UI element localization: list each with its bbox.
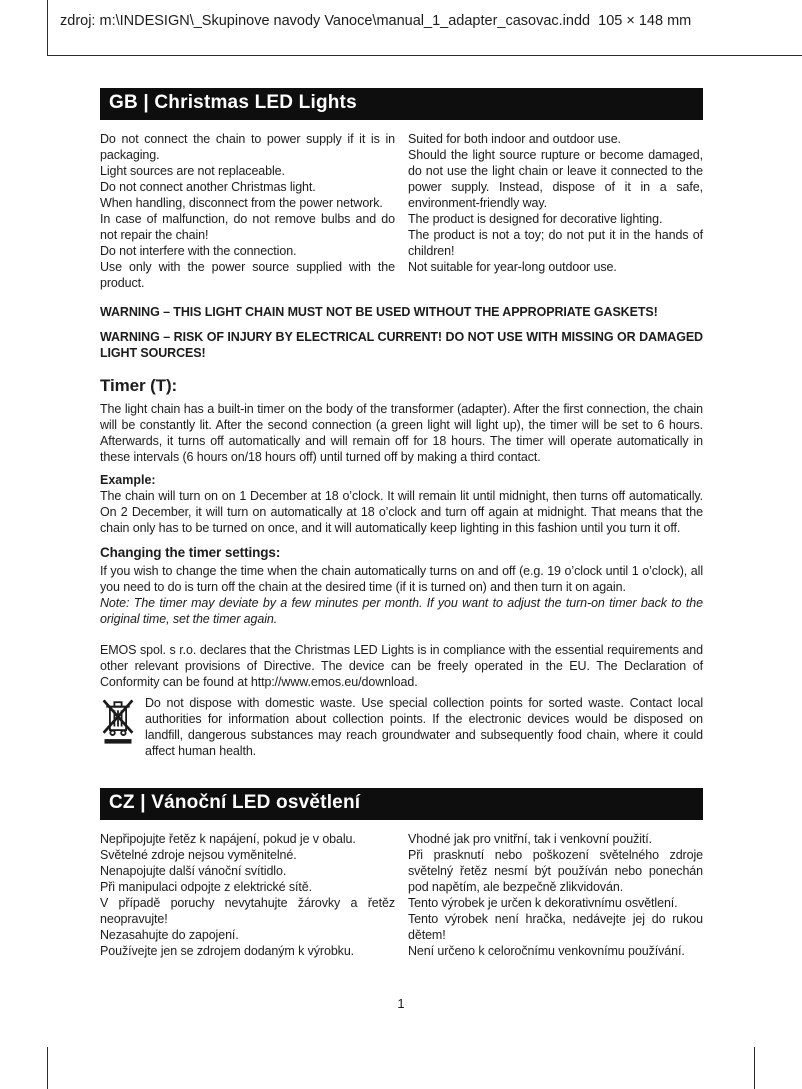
header-rule <box>47 55 802 56</box>
gb-safety-item: Not suitable for year-long outdoor use. <box>408 260 617 274</box>
cz-safety-right-column <box>408 831 703 959</box>
gb-safety-item: When handling, disconnect from the power network. <box>100 196 383 210</box>
crop-mark-bottom-left <box>47 1047 48 1089</box>
gb-safety-item: Do not connect another Christmas light. <box>100 180 316 194</box>
crop-mark-top-left <box>47 0 48 55</box>
source-path-label: zdroj: m:\INDESIGN\_Skupinove navody Vanoce\manual_1_adapter_casovac.indd 105 × 148 mm <box>60 13 692 29</box>
cz-section-title: CZ | Vánoční LED osvětlení <box>109 792 361 813</box>
cz-safety-item: Světelné zdroje nejsou vyměnitelné. <box>100 848 297 862</box>
gb-safety-columns <box>100 131 703 291</box>
weee-disposal-paragraph: Do not dispose with domestic waste. Use special collection points for sorted waste. Contact local authorities for information about collection points. If the electronic devices would be disposed on landfill, dangerous substances may reach groundwater and subsequently food chain, where it could affect human health. <box>145 696 703 758</box>
cz-safety-item: Nezasahujte do zapojení. <box>100 928 239 942</box>
gb-section-title: GB | Christmas LED Lights <box>109 92 357 113</box>
gb-safety-item: Suited for both indoor and outdoor use. <box>408 132 621 146</box>
cz-safety-item: Není určeno k celoročnímu venkovnímu používání. <box>408 944 685 958</box>
gb-safety-item: The product is designed for decorative lighting. <box>408 212 663 226</box>
cz-safety-item: Při manipulaci odpojte z elektrické sítě. <box>100 880 312 894</box>
cz-safety-item: Nepřipojujte řetěz k napájení, pokud je v obalu. <box>100 832 356 846</box>
gb-section-banner <box>100 88 703 120</box>
timer-note: Note: The timer may deviate by a few minutes per month. If you want to adjust the turn-on timer back to the original time, set the timer again. <box>100 596 703 626</box>
cz-safety-left-column <box>100 831 395 959</box>
example-label: Example: <box>100 473 156 487</box>
declaration-of-conformity-paragraph: EMOS spol. s r.o. declares that the Christmas LED Lights is in compliance with the essential requirements and other relevant provisions of Directive. The device can be freely operated in the EU. The Declaration of Conformity can be found at http://www.emos.eu/download. <box>100 643 703 689</box>
changing-timer-settings-paragraph: If you wish to change the time when the chain automatically turns on and off (e.g. 19 o’clock until 1 o’clock), all you need to do is turn off the chain at the desired time (if it is turned on) and then turn it on again. <box>100 564 703 594</box>
changing-timer-settings-heading: Changing the timer settings: <box>100 545 281 560</box>
gb-safety-item: Light sources are not replaceable. <box>100 164 285 178</box>
cz-safety-columns <box>100 831 703 959</box>
gb-safety-item: Do not interfere with the connection. <box>100 244 297 258</box>
gb-safety-item: In case of malfunction, do not remove bulbs and do not repair the chain! <box>100 212 395 242</box>
warning-electrical-current: WARNING – RISK OF INJURY BY ELECTRICAL CURRENT! DO NOT USE WITH MISSING OR DAMAGED LIGHT SOURCES! <box>100 330 703 360</box>
gb-safety-left-column <box>100 131 395 291</box>
crop-mark-bottom-right <box>754 1047 755 1089</box>
gb-safety-item: Do not connect the chain to power supply if it is in packaging. <box>100 132 395 162</box>
manual-page-content <box>100 88 703 959</box>
timer-paragraph: The light chain has a built-in timer on the body of the transformer (adapter). After the first connection, the chain will be constantly lit. After the second connection (a green light will light up), the timer will be set to 6 hours. Afterwards, it turns off automatically and will remain off for 18 hours. The timer will operate automatically in these intervals (6 hours on/18 hours off) until turned off by making a third contact. <box>100 402 703 464</box>
timer-heading: Timer (T): <box>100 376 178 395</box>
cz-safety-item: Při prasknutí nebo poškození světelného zdroje světelný řetěz nesmí být používán nebo ponechán pod napětím, ale bezpečně zlikvidován. <box>408 848 703 894</box>
weee-crossed-bin-icon <box>100 698 136 750</box>
gb-safety-item: Should the light source rupture or become damaged, do not use the light chain or leave it connected to the power supply. Instead, dispose of it in a safe, environment-friendly way. <box>408 148 703 210</box>
warning-gaskets: WARNING – THIS LIGHT CHAIN MUST NOT BE USED WITHOUT THE APPROPRIATE GASKETS! <box>100 305 658 319</box>
cz-safety-item: Vhodné jak pro vnitřní, tak i venkovní použití. <box>408 832 653 846</box>
gb-safety-right-column <box>408 131 703 291</box>
gb-safety-item: Use only with the power source supplied with the product. <box>100 260 395 290</box>
cz-safety-item: Používejte jen se zdrojem dodaným k výrobku. <box>100 944 355 958</box>
cz-safety-item: Nenapojujte další vánoční svítidlo. <box>100 864 287 878</box>
weee-disposal-block <box>100 695 703 759</box>
cz-safety-item: Tento výrobek je určen k dekorativnímu osvětlení. <box>408 896 678 910</box>
gb-safety-item: The product is not a toy; do not put it in the hands of children! <box>408 228 703 258</box>
example-paragraph: The chain will turn on on 1 December at 18 o’clock. It will remain lit until midnight, then turns off automatically. On 2 December, it will turn on automatically at 18 o’clock and turn off again at midnight. That means that the chain only has to be turned on once, and it will automatically keep lighting in this fashion until you turn it off. <box>100 489 703 535</box>
page-number: 1 <box>397 996 405 1011</box>
cz-section-banner <box>100 788 703 820</box>
cz-safety-item: Tento výrobek není hračka, nedávejte jej do rukou dětem! <box>408 912 703 942</box>
cz-safety-item: V případě poruchy nevytahujte žárovky a řetěz neopravujte! <box>100 896 395 926</box>
